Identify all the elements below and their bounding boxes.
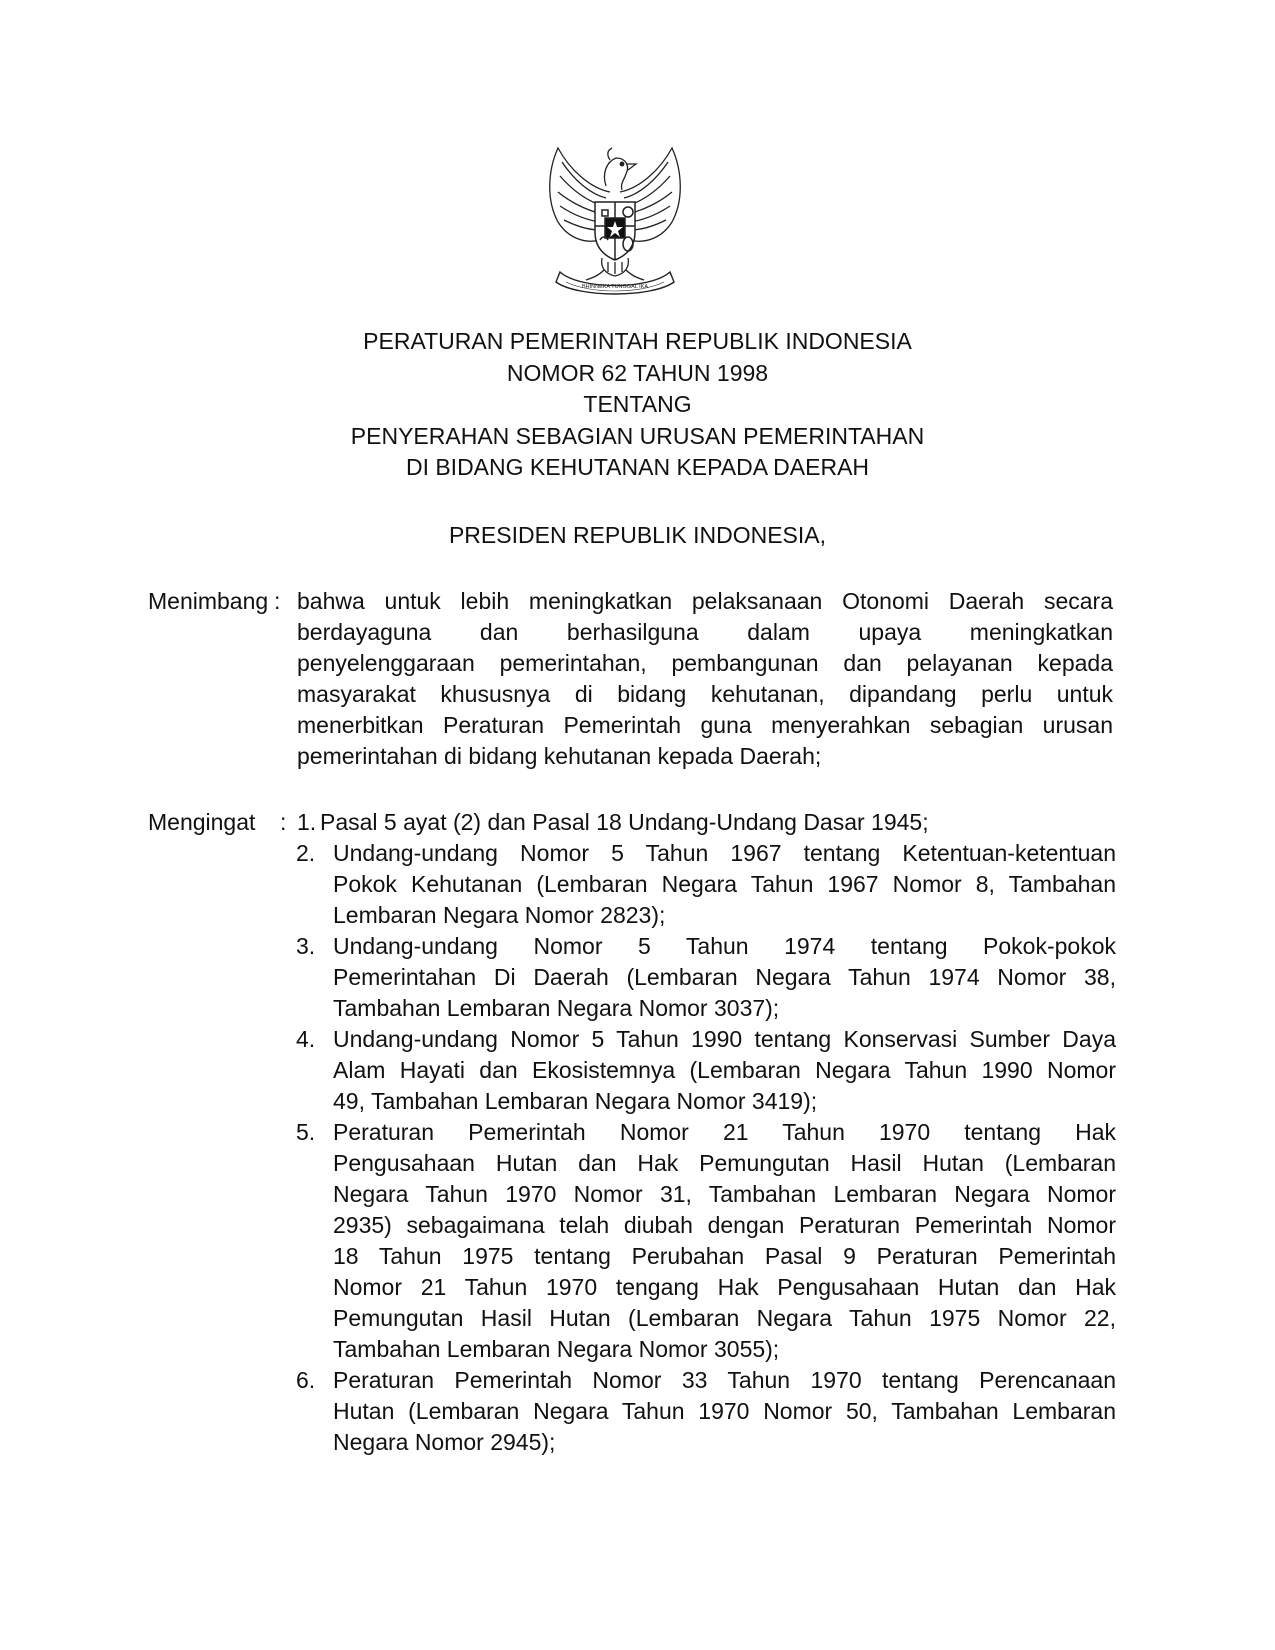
menimbang-line: pemerintahan di bidang kehutanan kepada Daerah; (297, 743, 822, 769)
menimbang-paragraph (297, 586, 1113, 772)
title-line-3: TENTANG (583, 391, 692, 417)
item-line: 18 Tahun 1975 tentang Perubahan Pasal 9 Peraturan Pemerintah (333, 1243, 1116, 1269)
menimbang-line: penyelenggaraan pemerintahan, pembangunan dan pelayanan kepada (297, 650, 1113, 676)
item-line: Lembaran Negara Nomor 2823); (333, 902, 666, 928)
title-line-2: NOMOR 62 TAHUN 1998 (506, 359, 769, 386)
item-line: Alam Hayati dan Ekosistemnya (Lembaran Negara Tahun 1990 Nomor (333, 1057, 1116, 1083)
title-line-1: PERATURAN PEMERINTAH REPUBLIK INDONESIA (363, 328, 912, 354)
mengingat-label: Mengingat (148, 809, 256, 835)
item-line: Nomor 21 Tahun 1970 tengang Hak Pengusahaan Hutan dan Hak (333, 1274, 1116, 1300)
item-number: 4. (296, 1026, 316, 1052)
item-line: Undang-undang Nomor 5 Tahun 1990 tentang Konservasi Sumber Daya (333, 1026, 1116, 1052)
menimbang-line: berdayaguna dan berhasilguna dalam upaya meningkatkan (297, 619, 1113, 645)
emblem-motto: BHINNEKA TUNGGAL IKA (581, 284, 649, 290)
menimbang-line: masyarakat khususnya di bidang kehutanan, dipandang perlu untuk (297, 681, 1113, 707)
menimbang-colon: : (274, 588, 281, 614)
mengingat-colon: : (280, 809, 287, 835)
item-line: 49, Tambahan Lembaran Negara Nomor 3419); (333, 1088, 818, 1114)
item-line: Tambahan Lembaran Negara Nomor 3037); (333, 995, 780, 1021)
item-line: Tambahan Lembaran Negara Nomor 3055); (333, 1336, 780, 1362)
title-line-5: DI BIDANG KEHUTANAN KEPADA DAERAH (405, 454, 870, 480)
item-number: 5. (296, 1119, 316, 1145)
item-number: 1. (297, 809, 317, 835)
item-line: Undang-undang Nomor 5 Tahun 1967 tentang Ketentuan-ketentuan (333, 840, 1116, 866)
menimbang-line: menerbitkan Peraturan Pemerintah guna menyerahkan sebagian urusan (297, 712, 1113, 738)
item-number: 6. (296, 1367, 316, 1393)
item-number: 2. (296, 840, 316, 866)
menimbang-label: Menimbang (148, 588, 269, 614)
item-number: 3. (296, 933, 316, 959)
item-line: Pengusahaan Hutan dan Hak Pemungutan Hasil Hutan (Lembaran (333, 1150, 1116, 1176)
item-line: Pokok Kehutanan (Lembaran Negara Tahun 1967 Nomor 8, Tambahan (333, 871, 1116, 897)
president-heading: PRESIDEN REPUBLIK INDONESIA, (448, 522, 827, 548)
item-line: Negara Tahun 1970 Nomor 31, Tambahan Lembaran Negara Nomor (333, 1181, 1116, 1207)
item-line: Undang-undang Nomor 5 Tahun 1974 tentang Pokok-pokok (333, 933, 1116, 959)
title-line-4: PENYERAHAN SEBAGIAN URUSAN PEMERINTAHAN (350, 422, 925, 449)
item-line: Peraturan Pemerintah Nomor 21 Tahun 1970 tentang Hak (333, 1119, 1116, 1145)
item-line: Hutan (Lembaran Negara Tahun 1970 Nomor 50, Tambahan Lembaran (333, 1398, 1116, 1424)
item-line: 2935) sebagaimana telah diubah dengan Peraturan Pemerintah Nomor (333, 1212, 1116, 1238)
item-line: Pasal 5 ayat (2) dan Pasal 18 Undang-Undang Dasar 1945; (320, 809, 929, 835)
item-line: Pemerintahan Di Daerah (Lembaran Negara Tahun 1974 Nomor 38, (333, 964, 1116, 990)
item-line: Peraturan Pemerintah Nomor 33 Tahun 1970 tentang Perencanaan (333, 1367, 1116, 1393)
item-line: Pemungutan Hasil Hutan (Lembaran Negara Tahun 1975 Nomor 22, (333, 1305, 1116, 1331)
garuda-emblem-icon (540, 140, 690, 300)
document-title (0, 326, 1275, 484)
menimbang-line: bahwa untuk lebih meningkatkan pelaksanaan Otonomi Daerah secara (297, 588, 1113, 614)
item-line: Negara Nomor 2945); (333, 1429, 556, 1455)
